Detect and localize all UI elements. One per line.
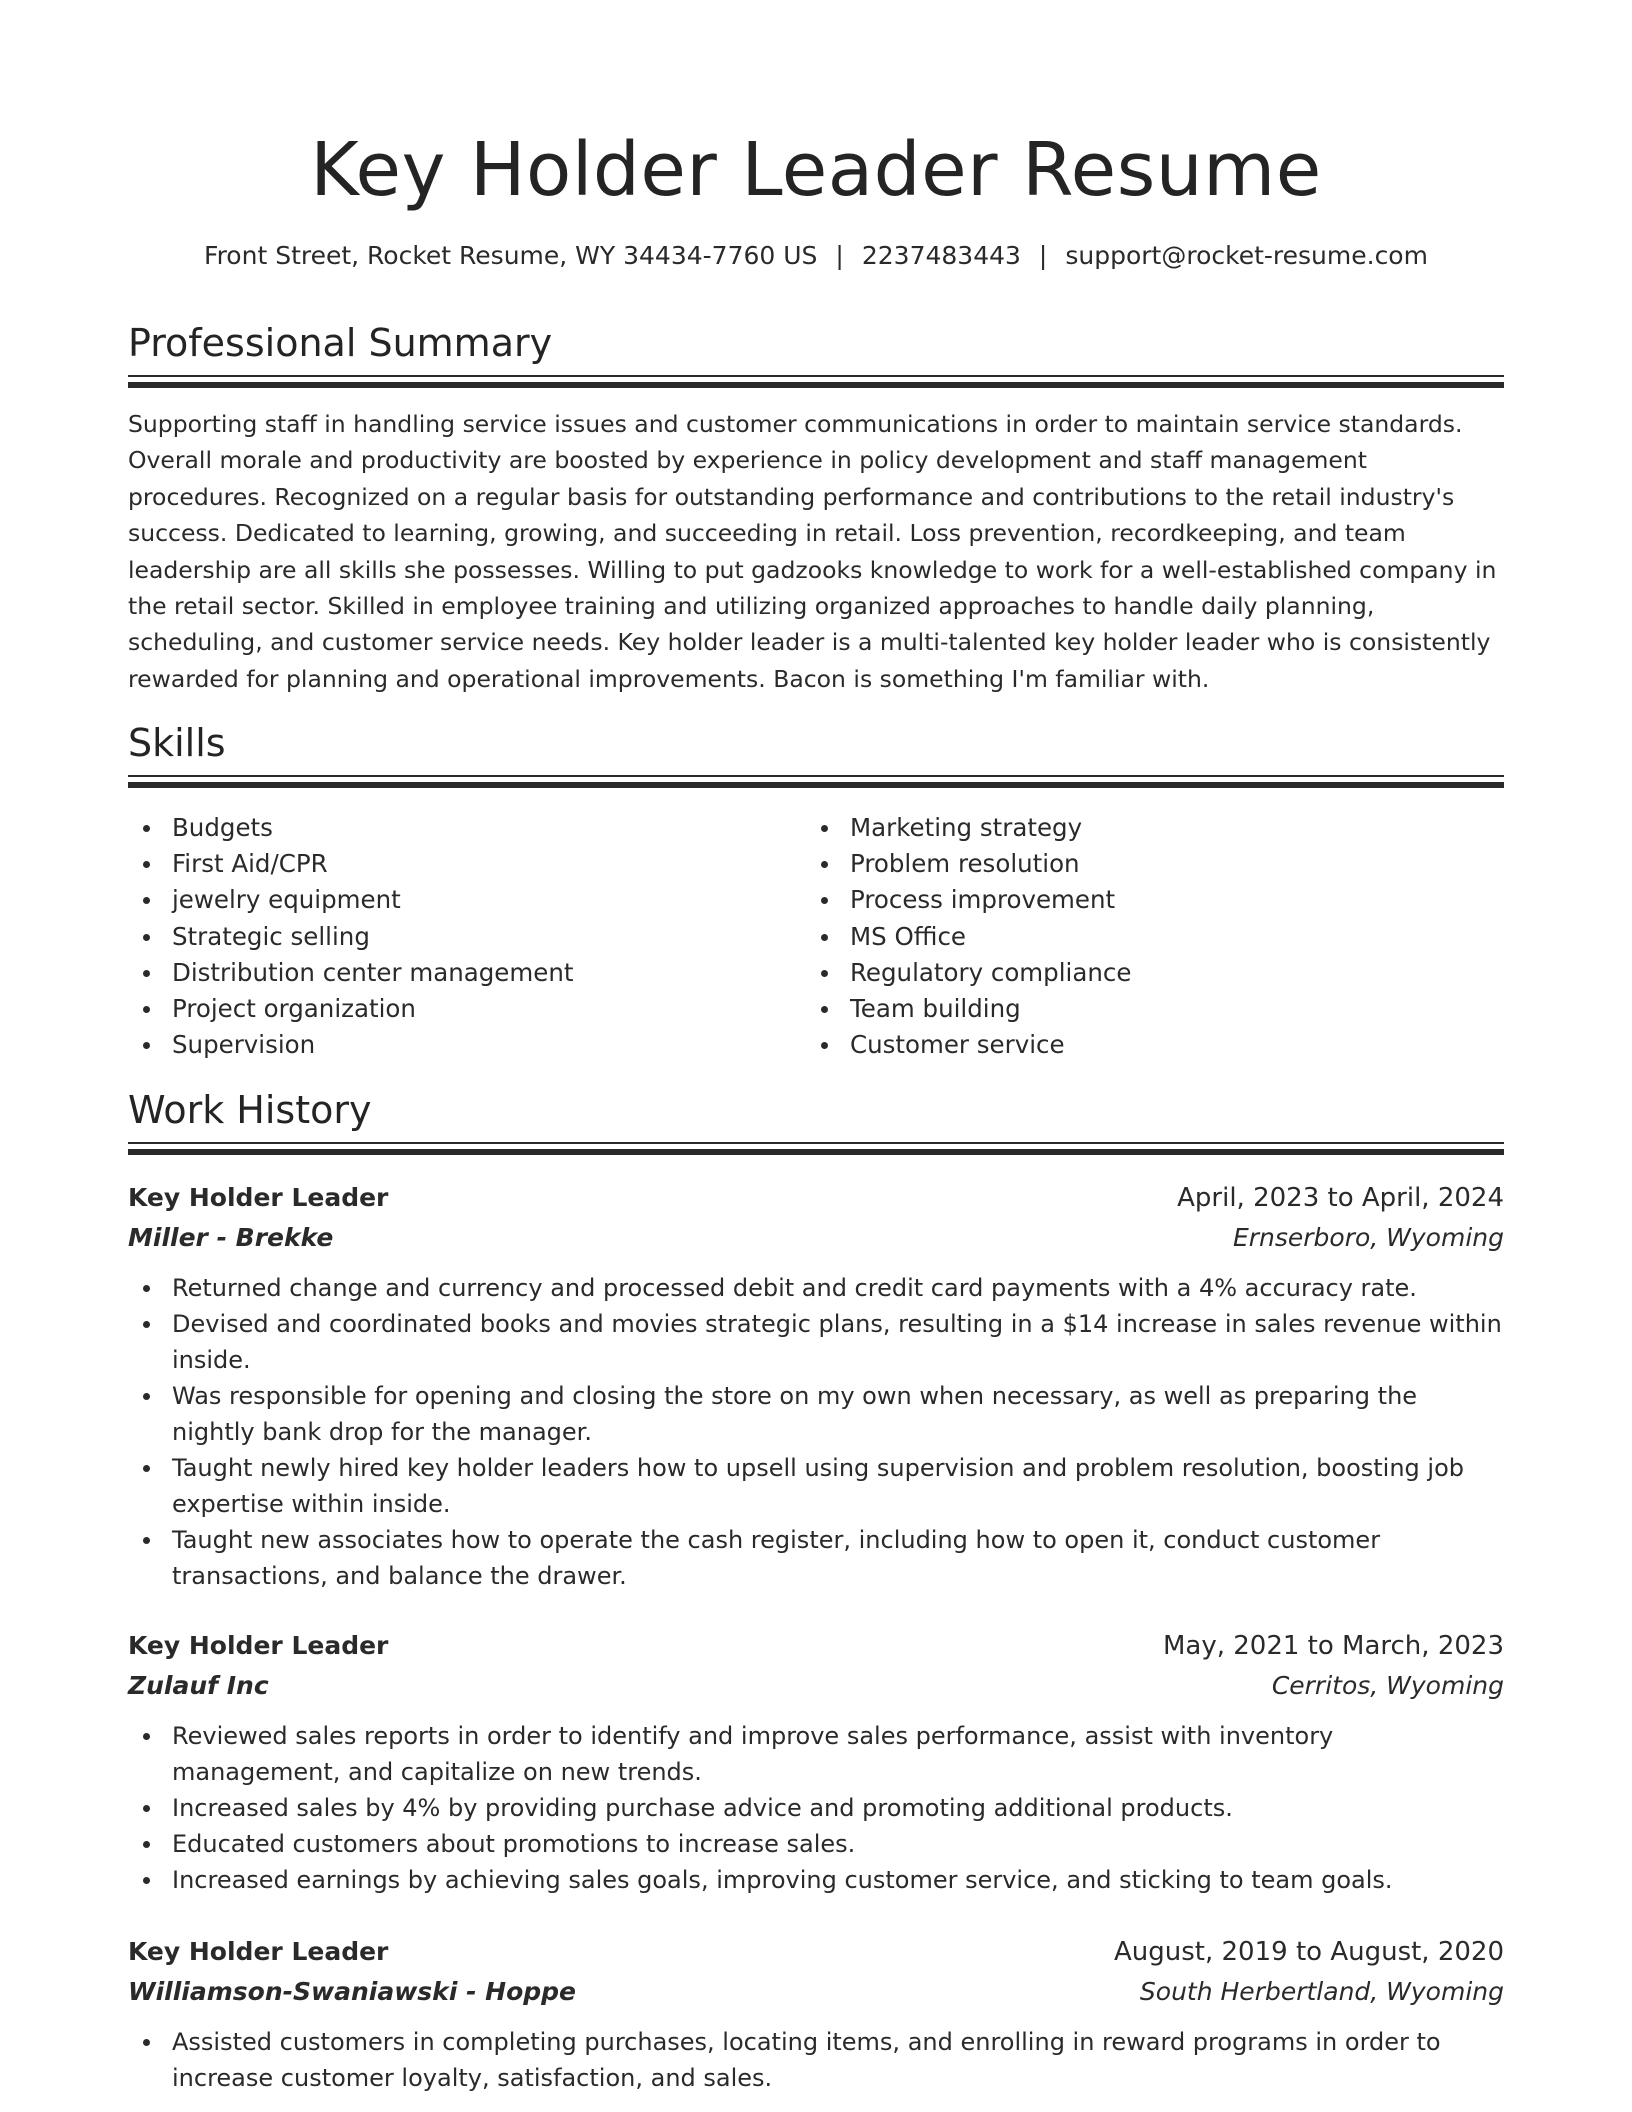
job-company: Williamson-Swaniawski - Hoppe [128, 1977, 577, 2006]
job-dates: May, 2021 to March, 2023 [1162, 1631, 1504, 1661]
summary-heading: Professional Summary [128, 321, 553, 365]
job-bullets [128, 2024, 1504, 2096]
job-bullet: Taught newly hired key holder leaders how to upsell using supervision and problem resolution, boosting job expertise within inside. [128, 1450, 1504, 1522]
contact-email: support@rocket-resume.com [1065, 241, 1428, 270]
work-heading: Work History [128, 1088, 372, 1132]
job-entry [128, 1178, 1504, 1594]
job-title: Key Holder Leader [128, 1631, 389, 1660]
skill-item: Customer service [806, 1027, 1131, 1063]
contact-separator: | [1038, 241, 1048, 270]
job-bullet: Reviewed sales reports in order to identify and improve sales performance, assist with inventory management, and capitalize on new trends. [128, 1718, 1504, 1790]
job-location: South Herbertland, Wyoming [1139, 1977, 1504, 2006]
contact-address: Front Street, Rocket Resume, WY 34434-7760 US [204, 241, 818, 270]
job-dates: August, 2019 to August, 2020 [1114, 1937, 1504, 1967]
job-location: Cerritos, Wyoming [1271, 1671, 1504, 1700]
job-location: Ernserboro, Wyoming [1232, 1223, 1504, 1252]
skills-heading: Skills [128, 721, 226, 765]
skill-item: Process improvement [806, 882, 1131, 918]
job-company: Zulauf Inc [128, 1671, 269, 1700]
job-bullet: Devised and coordinated books and movies strategic plans, resulting in a $14 increase in sales revenue within inside. [128, 1306, 1504, 1378]
job-bullet: Returned change and currency and processed debit and credit card payments with a 4% accuracy rate. [128, 1270, 1504, 1306]
job-bullet: Was responsible for opening and closing the store on my own when necessary, as well as preparing the nightly bank drop for the manager. [128, 1378, 1504, 1450]
skill-item: First Aid/CPR [128, 846, 573, 882]
skill-item: Problem resolution [806, 846, 1131, 882]
skill-item: Supervision [128, 1027, 573, 1063]
skill-item: jewelry equipment [128, 882, 573, 918]
work-divider [128, 1142, 1504, 1155]
summary-divider [128, 375, 1504, 388]
resume-title: Key Holder Leader Resume [310, 127, 1322, 213]
skill-item: Regulatory compliance [806, 955, 1131, 991]
job-entry [128, 1626, 1504, 1898]
skill-item: Team building [806, 991, 1131, 1027]
contact-separator: | [835, 241, 844, 270]
job-company: Miller - Brekke [128, 1223, 334, 1252]
skill-item: Distribution center management [128, 955, 573, 991]
job-bullet: Increased sales by 4% by providing purchase advice and promoting additional products. [128, 1790, 1504, 1826]
contact-line [128, 236, 1504, 276]
skill-item: Strategic selling [128, 919, 573, 955]
job-bullet: Increased earnings by achieving sales goals, improving customer service, and sticking to team goals. [128, 1862, 1504, 1898]
job-entry [128, 1932, 1504, 2096]
job-title: Key Holder Leader [128, 1183, 389, 1212]
skill-item: Project organization [128, 991, 573, 1027]
contact-phone: 2237483443 [861, 241, 1021, 270]
job-dates: April, 2023 to April, 2024 [1177, 1183, 1504, 1213]
job-title: Key Holder Leader [128, 1937, 389, 1966]
skill-item: Budgets [128, 810, 573, 846]
job-bullet: Educated customers about promotions to increase sales. [128, 1826, 1504, 1862]
skill-item: Marketing strategy [806, 810, 1131, 846]
summary-text: Supporting staff in handling service issues and customer communications in order to maintain service standards. Overall morale and productivity are boosted by experience in policy development and staff management procedures. Recognized on a regular basis for outstanding performance and contributions to the retail industry's success. Dedicated to learning, growing, and succeeding in retail. Loss prevention, recordkeeping, and team leadership are all skills she possesses. Willing to put gadzooks knowledge to work for a well-established company in the retail sector. Skilled in employee training and utilizing organized approaches to handle daily planning, scheduling, and customer service needs. Key holder leader is a multi-talented key holder leader who is consistently rewarded for planning and operational improvements. Bacon is something I'm familiar with. [128, 410, 1497, 693]
job-bullets [128, 1718, 1504, 1898]
job-bullet: Assisted customers in completing purchases, locating items, and enrolling in reward programs in order to increase customer loyalty, satisfaction, and sales. [128, 2024, 1504, 2096]
job-bullet: Taught new associates how to operate the cash register, including how to open it, conduct customer transactions, and balance the drawer. [128, 1522, 1504, 1594]
job-bullets [128, 1270, 1504, 1594]
skills-divider [128, 775, 1504, 788]
skills-column-right [806, 810, 1131, 1063]
skills-column-left [128, 810, 573, 1063]
skill-item: MS Office [806, 919, 1131, 955]
